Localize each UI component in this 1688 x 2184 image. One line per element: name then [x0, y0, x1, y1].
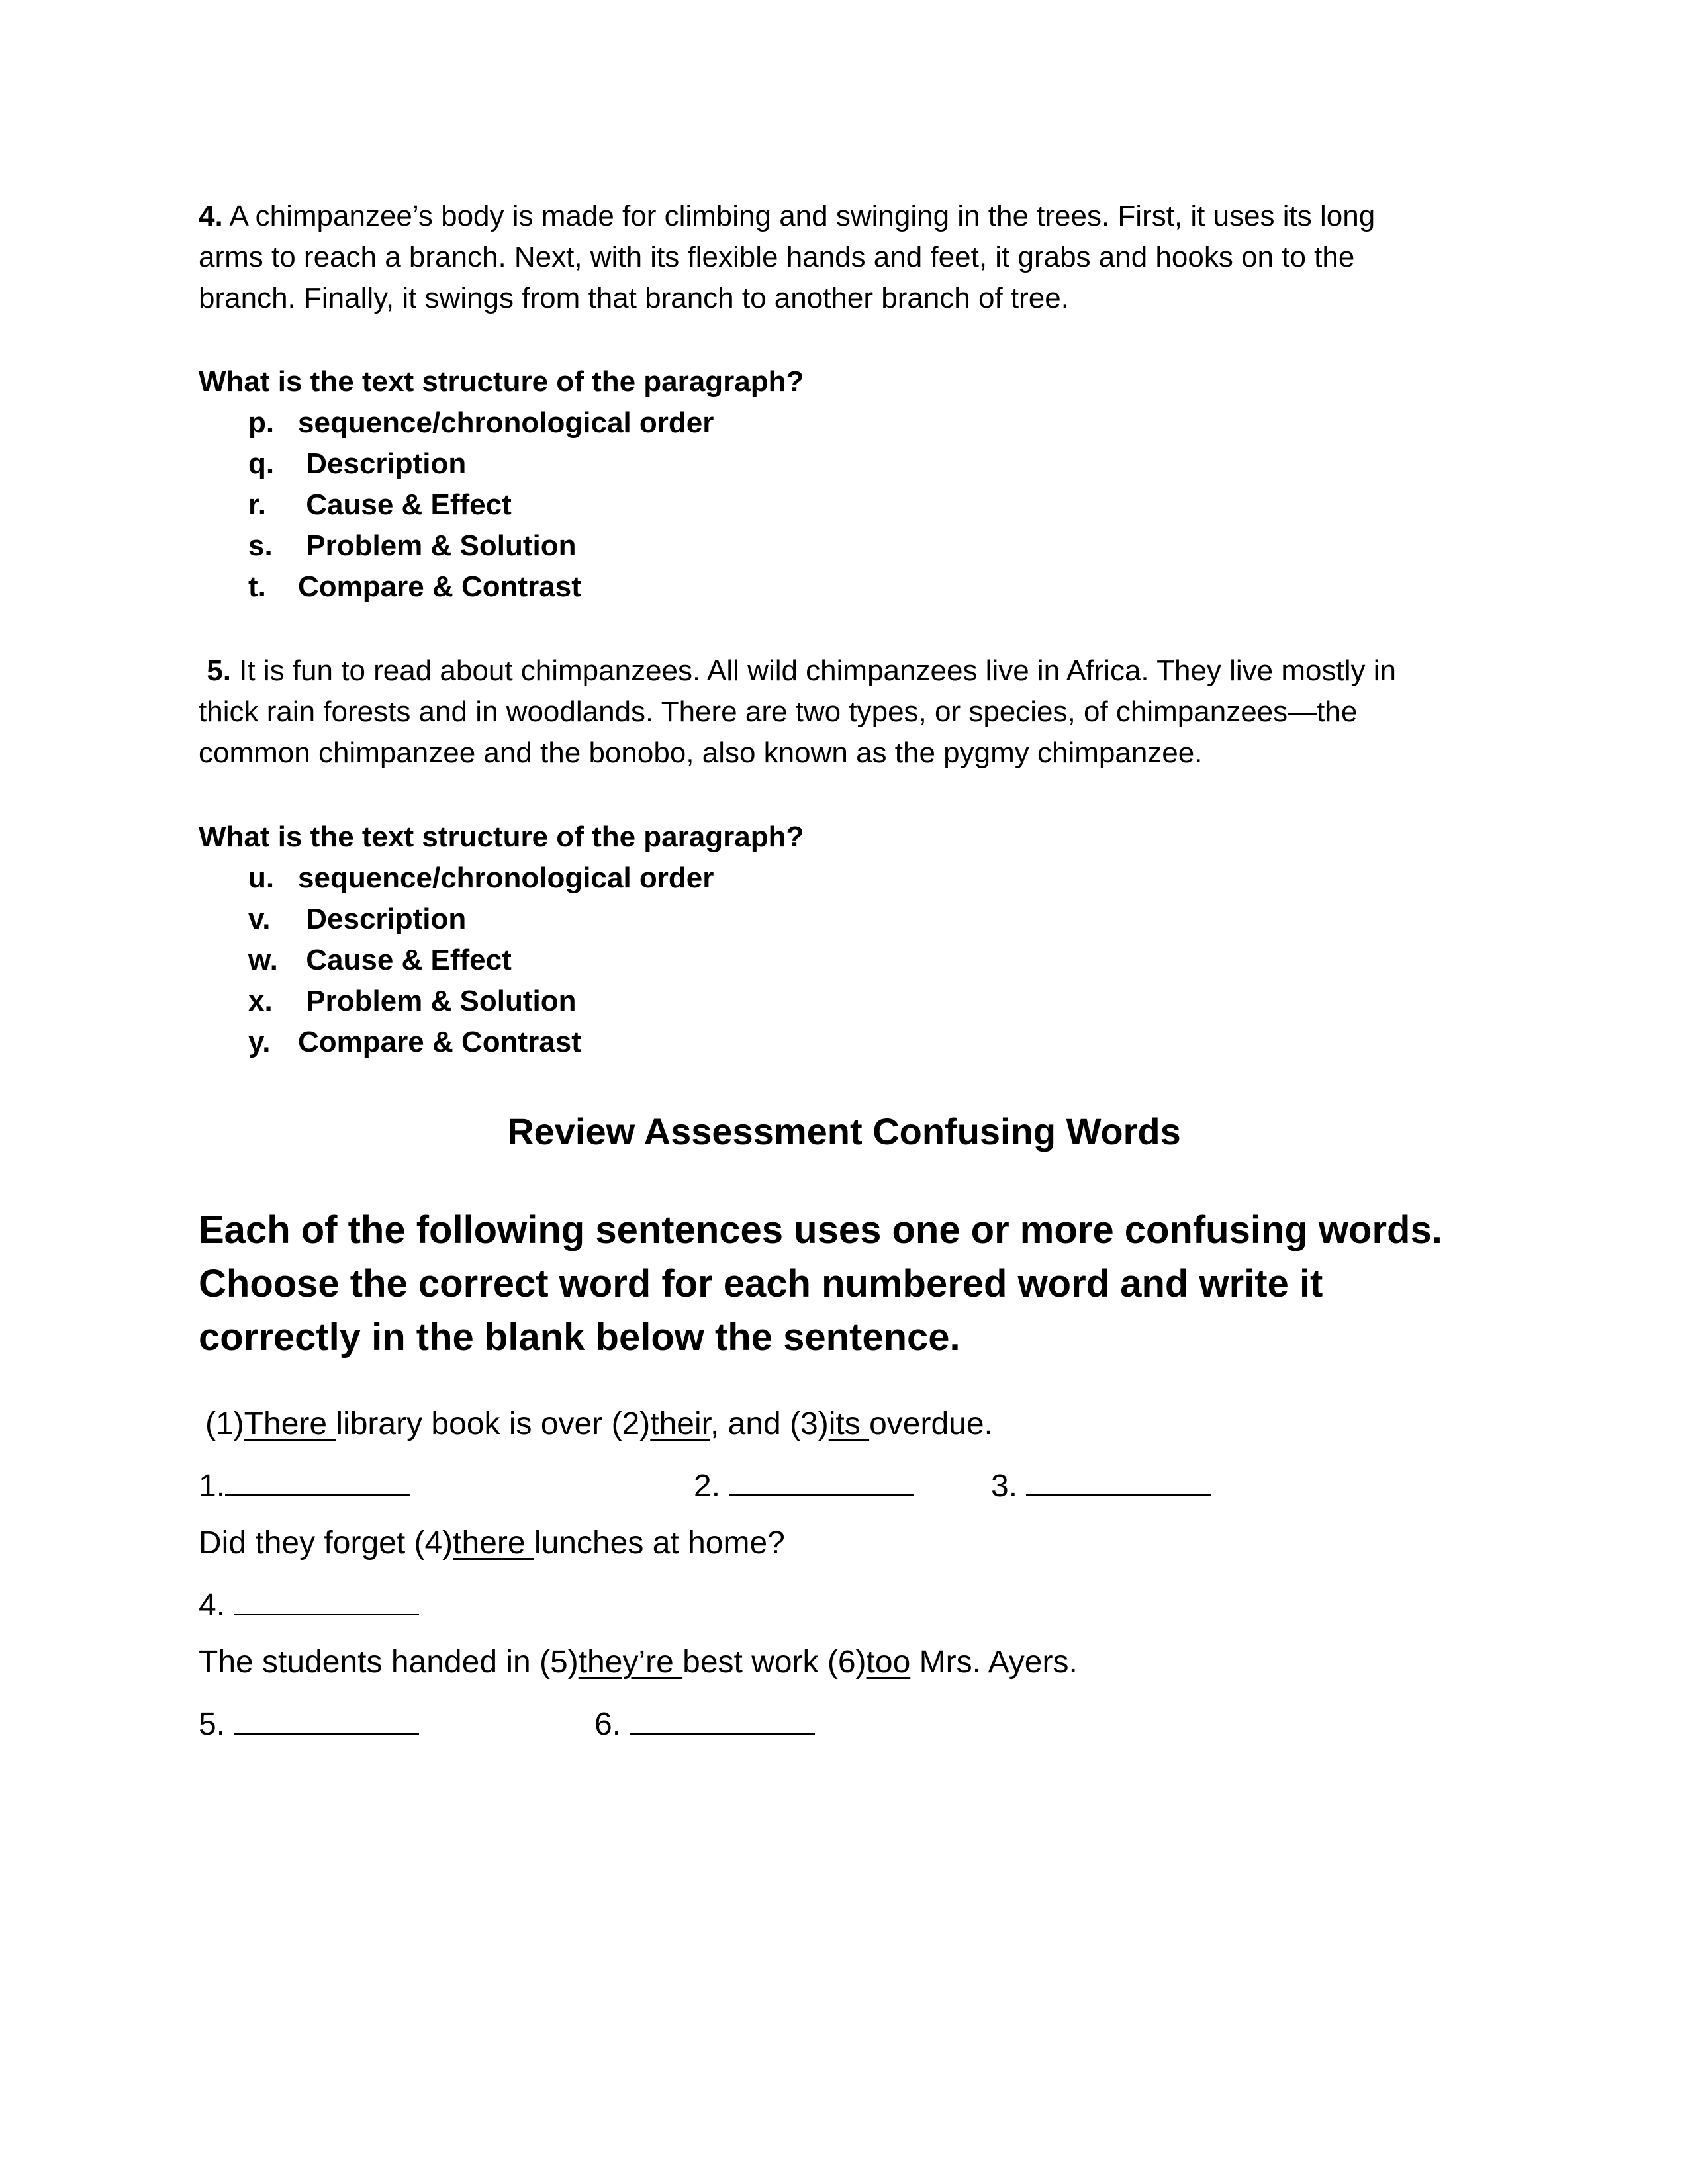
q4-option-p[interactable]: p. sequence/chronological order: [248, 406, 714, 439]
q5-question: What is the text structure of the paragraph?: [199, 821, 804, 853]
q5-option-w[interactable]: w. Cause & Effect: [248, 944, 512, 976]
word-5: they’re: [578, 1645, 683, 1680]
q5-option-x[interactable]: x. Problem & Solution: [248, 985, 577, 1017]
q4-paragraph: [199, 196, 1375, 319]
word-1: There: [244, 1406, 336, 1441]
q4-question: What is the text structure of the paragraph?: [199, 365, 804, 398]
q5-paragraph: [199, 651, 1396, 774]
q5-option-v[interactable]: v. Description: [248, 903, 467, 935]
word-2: their: [650, 1406, 710, 1441]
answer-blank-5[interactable]: [234, 1704, 419, 1735]
answer-6: 6.: [594, 1704, 815, 1743]
answer-blank-3[interactable]: [1026, 1465, 1211, 1496]
review-title: Review Assessment Confusing Words: [507, 1111, 1181, 1152]
sentence-3: The students handed in (5)they’re best work (6)too Mrs. Ayers.: [199, 1645, 1078, 1680]
q4-option-t[interactable]: t. Compare & Contrast: [248, 570, 581, 603]
sentence-1: (1)There library book is over (2)their, and (3)its overdue.: [205, 1406, 993, 1441]
q5-options: [248, 858, 714, 1063]
word-4: there: [453, 1525, 534, 1561]
q4-options: [248, 402, 714, 608]
answer-blank-2[interactable]: [729, 1465, 914, 1496]
q5-line-1: 5. It is fun to read about chimpanzees. All wild chimpanzees live in Africa. They live mostly in: [207, 655, 1396, 687]
q4-line-2: arms to reach a branch. Next, with its flexible hands and feet, it grabs and hooks on to the: [199, 241, 1355, 273]
answer-blank-4[interactable]: [234, 1584, 419, 1615]
q4-option-s[interactable]: s. Problem & Solution: [248, 529, 577, 562]
answer-4: 4.: [199, 1584, 419, 1623]
review-instructions: Each of the following sentences uses one or more confusing words. Choose the correct word for each numbered word and write it correctly in the blank below the sentence.: [199, 1208, 1442, 1359]
q5-number: 5.: [207, 655, 231, 687]
q5-line-3: common chimpanzee and the bonobo, also known as the pygmy chimpanzee.: [199, 737, 1203, 769]
q5-line-2: thick rain forests and in woodlands. There are two types, or species, of chimpanzees—the: [199, 696, 1358, 728]
answer-blank-6[interactable]: [630, 1704, 815, 1735]
q5-option-y[interactable]: y. Compare & Contrast: [248, 1026, 581, 1058]
answer-2: 2.: [694, 1465, 914, 1504]
answer-blank-1[interactable]: [225, 1465, 410, 1496]
word-6: too: [866, 1645, 911, 1680]
answer-3: 3.: [991, 1465, 1211, 1504]
answer-5: 5.: [199, 1704, 419, 1743]
q4-line-3: branch. Finally, it swings from that branch to another branch of tree.: [199, 282, 1069, 314]
q4-option-q[interactable]: q. Description: [248, 447, 467, 480]
q5-option-u[interactable]: u. sequence/chronological order: [248, 862, 714, 894]
q4-number: 4.: [199, 200, 223, 232]
sentence-2: Did they forget (4)there lunches at home?: [199, 1525, 785, 1561]
answer-1: 1.: [199, 1465, 410, 1504]
q4-line-1: 4. A chimpanzee’s body is made for climbing and swinging in the trees. First, it uses its long: [199, 200, 1376, 232]
word-3: its: [828, 1406, 870, 1441]
q4-option-r[interactable]: r. Cause & Effect: [248, 488, 512, 521]
